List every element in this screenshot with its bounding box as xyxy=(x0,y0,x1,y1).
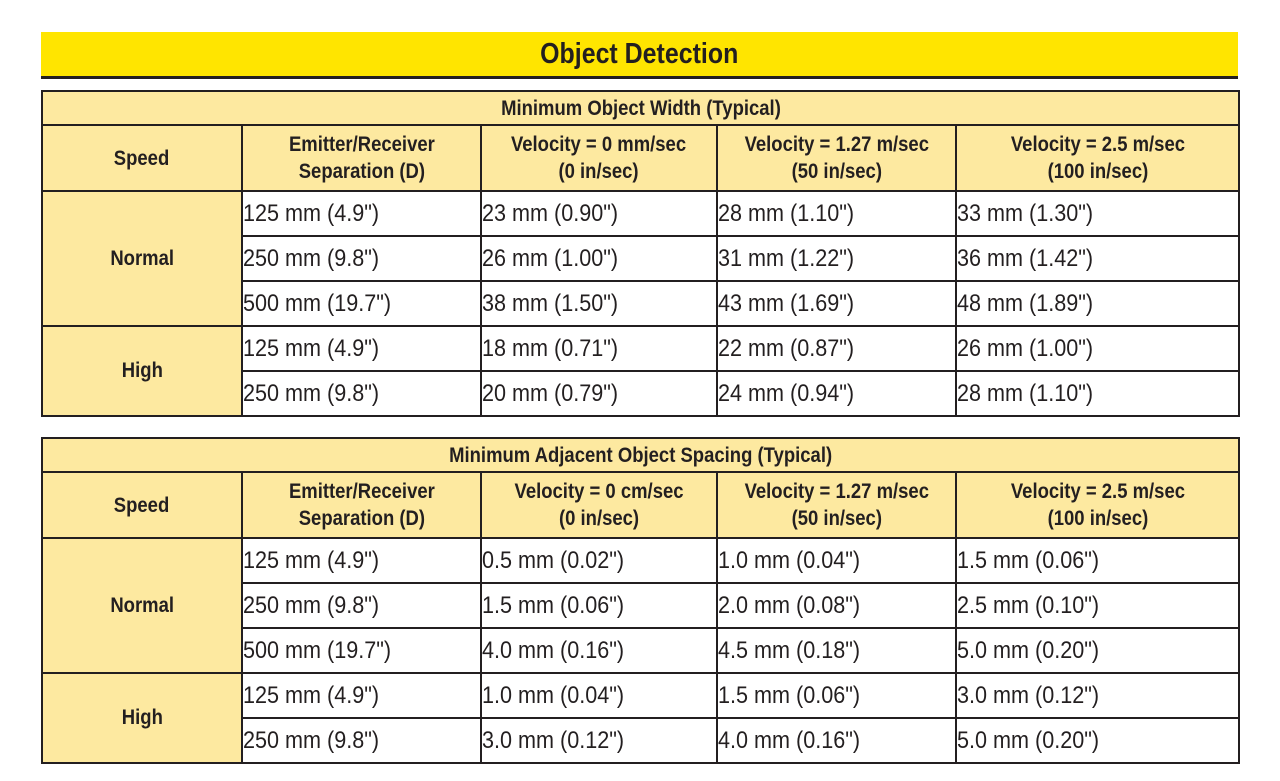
speed-label: Normal xyxy=(110,246,174,270)
value-cell xyxy=(717,628,956,673)
value-cell xyxy=(956,718,1239,763)
column-header-text: Emitter/Receiver Separation (D) xyxy=(288,480,435,530)
cell-value: 2.5 mm (0.10") xyxy=(957,591,1100,619)
separation-cell xyxy=(242,583,481,628)
column-header xyxy=(242,125,481,191)
separation-cell xyxy=(242,628,481,673)
cell-value: 250 mm (9.8") xyxy=(243,591,380,619)
table-row xyxy=(42,673,1239,718)
column-header xyxy=(717,125,956,191)
cell-value: 125 mm (4.9") xyxy=(243,334,380,362)
speed-label: High xyxy=(121,706,163,729)
table-row xyxy=(42,538,1239,583)
value-cell xyxy=(481,191,717,236)
value-cell xyxy=(717,583,956,628)
table-title-text: Minimum Object Width (Typical) xyxy=(500,96,781,120)
value-cell xyxy=(956,191,1239,236)
value-cell xyxy=(956,236,1239,281)
column-header-text: Velocity = 1.27 m/sec (50 in/sec) xyxy=(744,133,929,183)
cell-value: 28 mm (1.10") xyxy=(718,199,855,227)
cell-value: 31 mm (1.22") xyxy=(718,244,855,272)
value-cell xyxy=(717,281,956,326)
cell-value: 48 mm (1.89") xyxy=(957,289,1094,317)
cell-value: 125 mm (4.9") xyxy=(243,546,380,574)
column-header-text: Speed xyxy=(114,146,170,170)
column-header xyxy=(717,472,956,538)
value-cell xyxy=(956,326,1239,371)
column-header xyxy=(481,125,717,191)
cell-value: 28 mm (1.10") xyxy=(957,379,1094,407)
value-cell xyxy=(481,236,717,281)
separation-cell xyxy=(242,236,481,281)
value-cell xyxy=(481,673,717,718)
cell-value: 4.0 mm (0.16") xyxy=(482,636,625,664)
value-cell xyxy=(956,281,1239,326)
speed-cell xyxy=(42,326,242,416)
cell-value: 20 mm (0.79") xyxy=(482,379,619,407)
column-header-text: Velocity = 2.5 m/sec (100 in/sec) xyxy=(1010,133,1185,183)
cell-value: 2.0 mm (0.08") xyxy=(718,591,861,619)
column-header-text: Velocity = 0 cm/sec (0 in/sec) xyxy=(514,480,684,530)
table-title-row xyxy=(42,438,1239,472)
separation-cell xyxy=(242,718,481,763)
cell-value: 1.5 mm (0.06") xyxy=(957,546,1100,574)
value-cell xyxy=(481,281,717,326)
page-title: Object Detection xyxy=(540,37,739,70)
value-cell xyxy=(717,326,956,371)
value-cell xyxy=(481,371,717,416)
column-header xyxy=(242,472,481,538)
cell-value: 4.0 mm (0.16") xyxy=(718,726,861,754)
cell-value: 38 mm (1.50") xyxy=(482,289,619,317)
column-header-text: Emitter/Receiver Separation (D) xyxy=(288,133,435,183)
cell-value: 1.0 mm (0.04") xyxy=(718,546,861,574)
column-header-text: Velocity = 0 mm/sec (0 in/sec) xyxy=(511,133,687,183)
value-cell xyxy=(481,326,717,371)
cell-value: 250 mm (9.8") xyxy=(243,244,380,272)
table-title xyxy=(42,438,1239,472)
min-object-width-table xyxy=(41,90,1240,417)
value-cell xyxy=(956,538,1239,583)
section-banner xyxy=(41,32,1238,79)
column-header xyxy=(42,125,242,191)
speed-cell xyxy=(42,538,242,673)
column-header-row xyxy=(42,472,1239,538)
column-header-text: Velocity = 1.27 m/sec (50 in/sec) xyxy=(744,480,929,530)
cell-value: 125 mm (4.9") xyxy=(243,199,380,227)
value-cell xyxy=(717,538,956,583)
cell-value: 5.0 mm (0.20") xyxy=(957,726,1100,754)
cell-value: 24 mm (0.94") xyxy=(718,379,855,407)
cell-value: 1.5 mm (0.06") xyxy=(482,591,625,619)
column-header xyxy=(956,472,1239,538)
speed-label: Normal xyxy=(110,593,174,617)
cell-value: 26 mm (1.00") xyxy=(482,244,619,272)
cell-value: 1.5 mm (0.06") xyxy=(718,681,861,709)
cell-value: 500 mm (19.7") xyxy=(243,636,392,664)
column-header xyxy=(481,472,717,538)
value-cell xyxy=(481,583,717,628)
value-cell xyxy=(717,371,956,416)
speed-cell xyxy=(42,673,242,763)
table-title-text: Minimum Adjacent Object Spacing (Typical) xyxy=(449,443,833,467)
separation-cell xyxy=(242,673,481,718)
column-header-text: Velocity = 2.5 m/sec (100 in/sec) xyxy=(1010,480,1185,530)
cell-value: 1.0 mm (0.04") xyxy=(482,681,625,709)
speed-label: High xyxy=(121,359,163,382)
cell-value: 250 mm (9.8") xyxy=(243,379,380,407)
value-cell xyxy=(481,718,717,763)
value-cell xyxy=(481,628,717,673)
value-cell xyxy=(956,673,1239,718)
separation-cell xyxy=(242,326,481,371)
separation-cell xyxy=(242,538,481,583)
value-cell xyxy=(956,583,1239,628)
table-title-row xyxy=(42,91,1239,125)
cell-value: 36 mm (1.42") xyxy=(957,244,1094,272)
value-cell xyxy=(717,673,956,718)
cell-value: 43 mm (1.69") xyxy=(718,289,855,317)
column-header-text: Speed xyxy=(114,493,170,517)
separation-cell xyxy=(242,191,481,236)
cell-value: 33 mm (1.30") xyxy=(957,199,1094,227)
cell-value: 18 mm (0.71") xyxy=(482,334,619,362)
cell-value: 3.0 mm (0.12") xyxy=(957,681,1100,709)
table-row xyxy=(42,191,1239,236)
cell-value: 250 mm (9.8") xyxy=(243,726,380,754)
value-cell xyxy=(481,538,717,583)
value-cell xyxy=(956,371,1239,416)
table-title xyxy=(42,91,1239,125)
value-cell xyxy=(717,191,956,236)
value-cell xyxy=(717,236,956,281)
cell-value: 500 mm (19.7") xyxy=(243,289,392,317)
cell-value: 3.0 mm (0.12") xyxy=(482,726,625,754)
cell-value: 23 mm (0.90") xyxy=(482,199,619,227)
value-cell xyxy=(717,718,956,763)
min-object-spacing-table xyxy=(41,437,1240,764)
column-header xyxy=(956,125,1239,191)
column-header xyxy=(42,472,242,538)
cell-value: 4.5 mm (0.18") xyxy=(718,636,861,664)
cell-value: 5.0 mm (0.20") xyxy=(957,636,1100,664)
table-row xyxy=(42,326,1239,371)
cell-value: 125 mm (4.9") xyxy=(243,681,380,709)
separation-cell xyxy=(242,281,481,326)
cell-value: 26 mm (1.00") xyxy=(957,334,1094,362)
speed-cell xyxy=(42,191,242,326)
cell-value: 22 mm (0.87") xyxy=(718,334,855,362)
column-header-row xyxy=(42,125,1239,191)
cell-value: 0.5 mm (0.02") xyxy=(482,546,625,574)
value-cell xyxy=(956,628,1239,673)
separation-cell xyxy=(242,371,481,416)
